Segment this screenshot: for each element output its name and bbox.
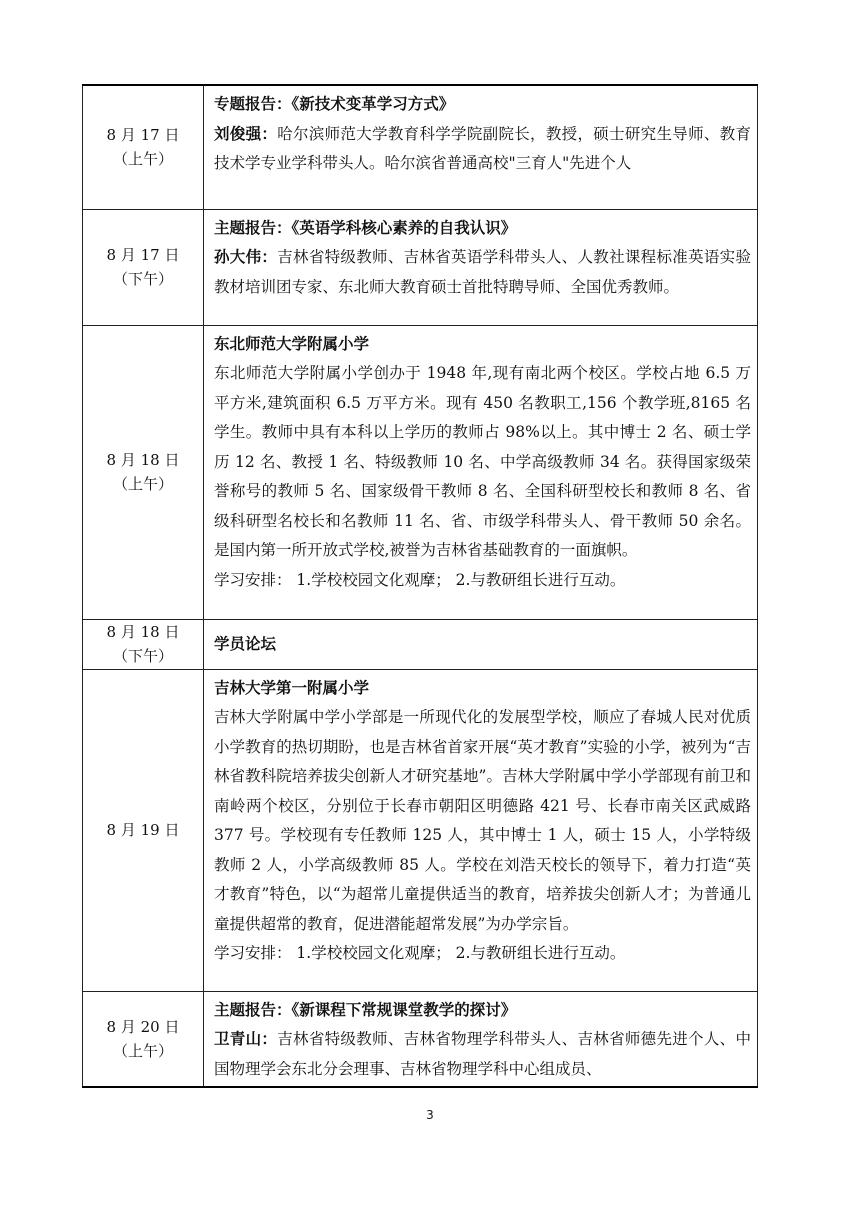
session-title: 专题报告：《新技术变革学习方式》: [214, 95, 455, 113]
bio-text: 吉林省特级教师、吉林省物理学科带头人、吉林省师德先进个人、中国物理学会东北分会理事、吉林省物理学科中心组成员、: [214, 1030, 751, 1078]
date-text: 8 月 17 日: [106, 126, 180, 145]
period-text: （上午）: [112, 150, 173, 169]
speaker-bio: [214, 120, 751, 179]
school-title: 吉林大学第一附属小学: [214, 678, 370, 697]
period-text: （上午）: [112, 1041, 173, 1060]
period-text: （下午）: [112, 270, 173, 288]
period-text: （上午）: [112, 475, 173, 493]
date-cell: [83, 619, 204, 669]
school-description: 吉林大学附属中学小学部是一所现代化的发展型学校，顺应了春城人民对优质小学教育的热切期盼，也是吉林省首家开展“英才教育”实验的小学，被列为“吉林省教科院培养拔尖创新人才研究基地”。吉林大学附属中学小学部现有前卫和南岭两个校区，分别位于长春市朝阳区明德路 421 号、长春市南关区武威路 377 号。学校现有专任教师 125 人，其中博士 1 人，硕士 15 人，小学特级教师 2 人，小学高级教师 85 人。学校在刘浩天校长的领导下，着力打造“英才教育”特色，以“为超常儿童提供适当的教育，培养拔尖创新人才；为普通儿童提供超常的教育，促进潜能超常发展”为办学宗旨。: [214, 708, 751, 933]
school-description: 东北师范大学附属小学创办于 1948 年,现有南北两个校区。学校占地 6.5 万平方米,建筑面积 6.5 万平方米。现有 450 名教职工,156 个教学班,8165 名学生。教师中具有本科以上学历的教师占 98%以上。其中博士 2 名、硕士学历 12 名、教授 1 名、特级教师 10 名、中学高级教师 34 名。获得国家级荣誉称号的教师 5 名、国家级骨干教师 8 名、全国科研型校长和教师 8 名、省级科研型名校长和名教师 11 名、省、市级学科带头人、骨干教师 50 余名。是国内第一所开放式学校,被誉为吉林省基础教育的一面旗帜。: [214, 364, 751, 559]
date-text: 8 月 20 日: [106, 1017, 180, 1036]
date-text: 8 月 19 日: [106, 821, 180, 839]
content-cell: [204, 209, 758, 325]
speaker-bio: [214, 243, 751, 302]
table-row: [83, 669, 758, 991]
date-cell: [83, 209, 204, 325]
date-cell: [83, 991, 204, 1087]
content-cell: [204, 669, 758, 991]
speaker-bio: [214, 1025, 751, 1084]
speaker-name: 卫青山：: [214, 1030, 278, 1048]
schedule-table: [82, 84, 758, 1088]
date-cell: [83, 325, 204, 619]
table-row: [83, 209, 758, 325]
forum-title: 学员论坛: [214, 635, 277, 654]
date-text: 8 月 17 日: [106, 246, 180, 264]
content-cell: [204, 85, 758, 209]
table-row: [83, 991, 758, 1087]
table-row: [83, 85, 758, 209]
period-text: （下午）: [112, 647, 173, 665]
speaker-name: 孙大伟：: [214, 248, 278, 266]
page-number: 3: [426, 1108, 434, 1122]
bio-text: 哈尔滨师范大学教育科学学院副院长，教授，硕士研究生导师、教育技术学专业学科带头人。哈尔滨省普通高校"三育人"先进个人: [214, 124, 751, 172]
school-title: 东北师范大学附属小学: [214, 334, 370, 353]
bio-text: 吉林省特级教师、吉林省英语学科带头人、人教社课程标准英语实验教材培训团专家、东北师大教育硕士首批特聘导师、全国优秀教师。: [214, 248, 751, 296]
study-arrangement: 学习安排： 1.学校校园文化观摩； 2.与教研组长进行互动。: [214, 570, 626, 589]
study-arrangement: 学习安排： 1.学校校园文化观摩； 2.与教研组长进行互动。: [214, 944, 626, 962]
table-row: [83, 325, 758, 619]
session-title: 主题报告：《新课程下常规课堂教学的探讨》: [214, 1000, 517, 1019]
speaker-name: 刘俊强：: [214, 124, 278, 143]
content-cell: [204, 619, 758, 669]
table-row: [83, 619, 758, 669]
date-cell: [83, 85, 204, 209]
content-cell: [204, 325, 758, 619]
date-text: 8 月 18 日: [106, 623, 180, 641]
date-cell: [83, 669, 204, 991]
session-title: 主题报告：《英语学科核心素养的自我认识》: [214, 218, 517, 237]
date-text: 8 月 18 日: [106, 451, 180, 469]
content-cell: [204, 991, 758, 1087]
